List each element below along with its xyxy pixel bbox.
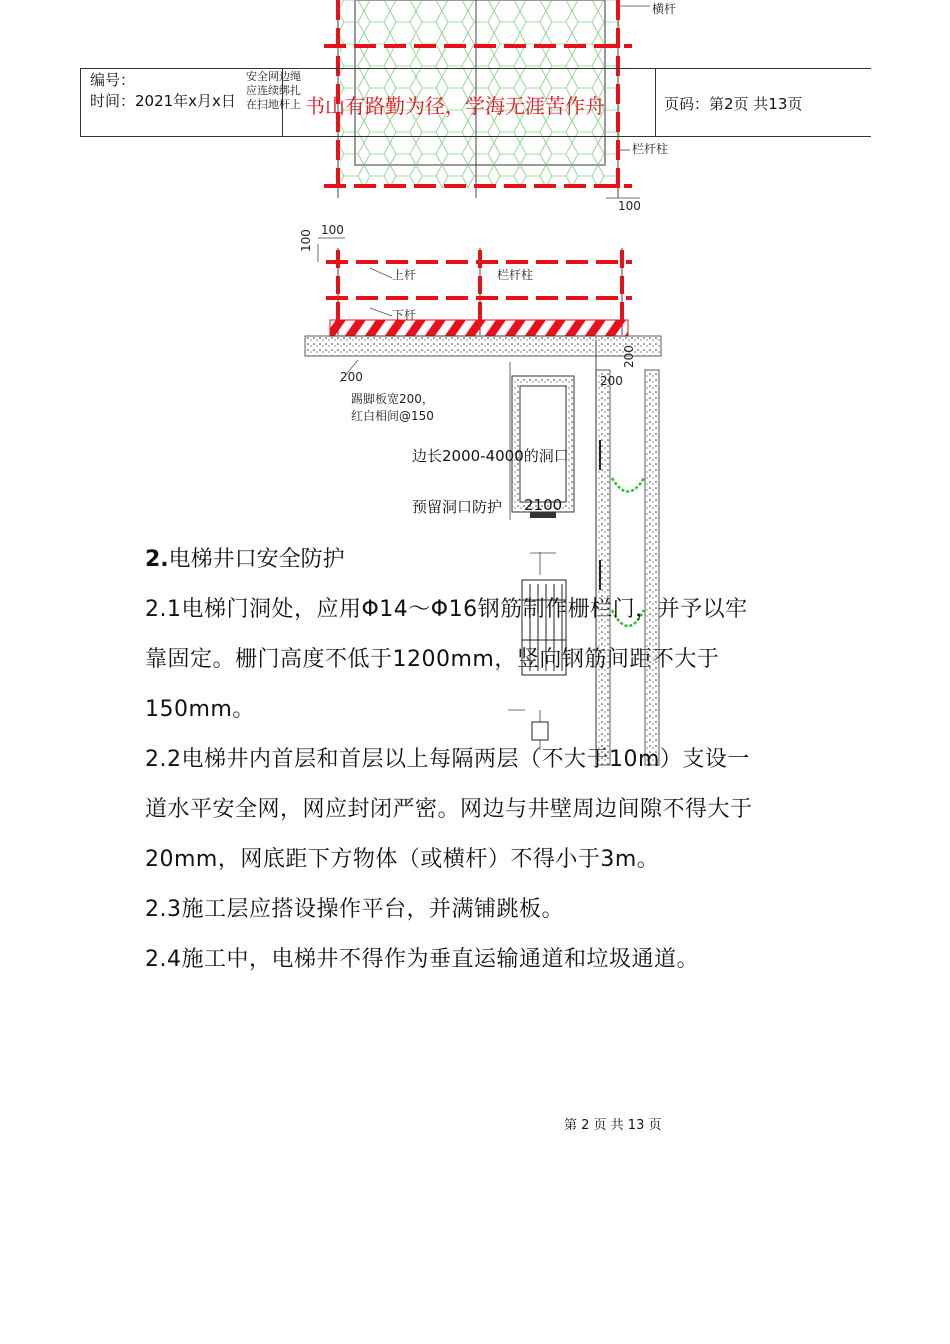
dim-200-right: 200 — [600, 374, 623, 388]
label-crossbar: 横杆 — [652, 2, 677, 16]
note-toeboard-line-1: 踢脚板宽200， — [351, 392, 434, 406]
note-net-line-1: 安全网边绳 — [246, 70, 301, 83]
opening-caption-2: 预留洞口防护 — [412, 498, 503, 516]
note-net-line-3: 在扫地杆上 — [246, 98, 301, 111]
page-footer: 第 2 页 共 13 页 — [564, 1118, 662, 1133]
dim-200-left: 200 — [340, 370, 363, 384]
header-time-label: 时间：2021年x月x日 — [90, 92, 236, 110]
dim-top: 100 — [321, 223, 344, 237]
paragraph-line: 150mm。 — [145, 697, 255, 722]
label-upper-bar: 上杆 — [392, 268, 417, 282]
paragraph-line: 2.3施工层应搭设操作平台，并满铺跳板。 — [145, 897, 564, 922]
dim-left: 100 — [299, 229, 313, 252]
opening-caption-value: 2100 — [524, 496, 563, 514]
label-railing-post: 栏杆柱 — [632, 142, 669, 156]
label-lower-bar: 下杆 — [392, 308, 417, 322]
dim-bottom: 100 — [618, 199, 641, 213]
section-number: 2. — [145, 547, 169, 572]
note-net-line-2: 应连续绑扎 — [246, 84, 301, 97]
paragraph-line: 2.2电梯井内首层和首层以上每隔两层（不大于10m）支设一 — [145, 747, 750, 772]
paragraph-line: 道水平安全网，网应封闭严密。网边与井壁周边间隙不得大于 — [145, 797, 753, 822]
opening-caption-1: 边长2000-4000的洞口 — [412, 447, 569, 465]
paragraph-line: 20mm，网底距下方物体（或横杆）不得小于3m。 — [145, 847, 660, 872]
paragraph-line: 靠固定。栅门高度不低于1200mm，竖向钢筋间距不大于 — [145, 647, 720, 672]
paragraph-line: 2.1电梯门洞处，应用Φ14～Φ16钢筋制作栅栏门，并予以牢 — [145, 597, 748, 622]
header-divider — [655, 69, 656, 136]
header-page-label: 页码：第2页 共13页 — [664, 95, 803, 113]
paragraph-line: 2.4施工中，电梯井不得作为垂直运输通道和垃圾通道。 — [145, 947, 699, 972]
label-railing-post-2: 栏杆柱 — [497, 268, 534, 282]
railing-drawing — [305, 238, 661, 382]
header-code-label: 编号： — [90, 71, 136, 89]
dim-200-vertical: 200 — [622, 345, 636, 368]
section-heading — [145, 542, 345, 573]
header-motto: 书山有路勤为径，学海无涯苦作舟 — [305, 94, 605, 118]
note-toeboard-line-2: 红白相间@150 — [351, 409, 434, 423]
section-title: 电梯井口安全防护 — [168, 547, 345, 572]
